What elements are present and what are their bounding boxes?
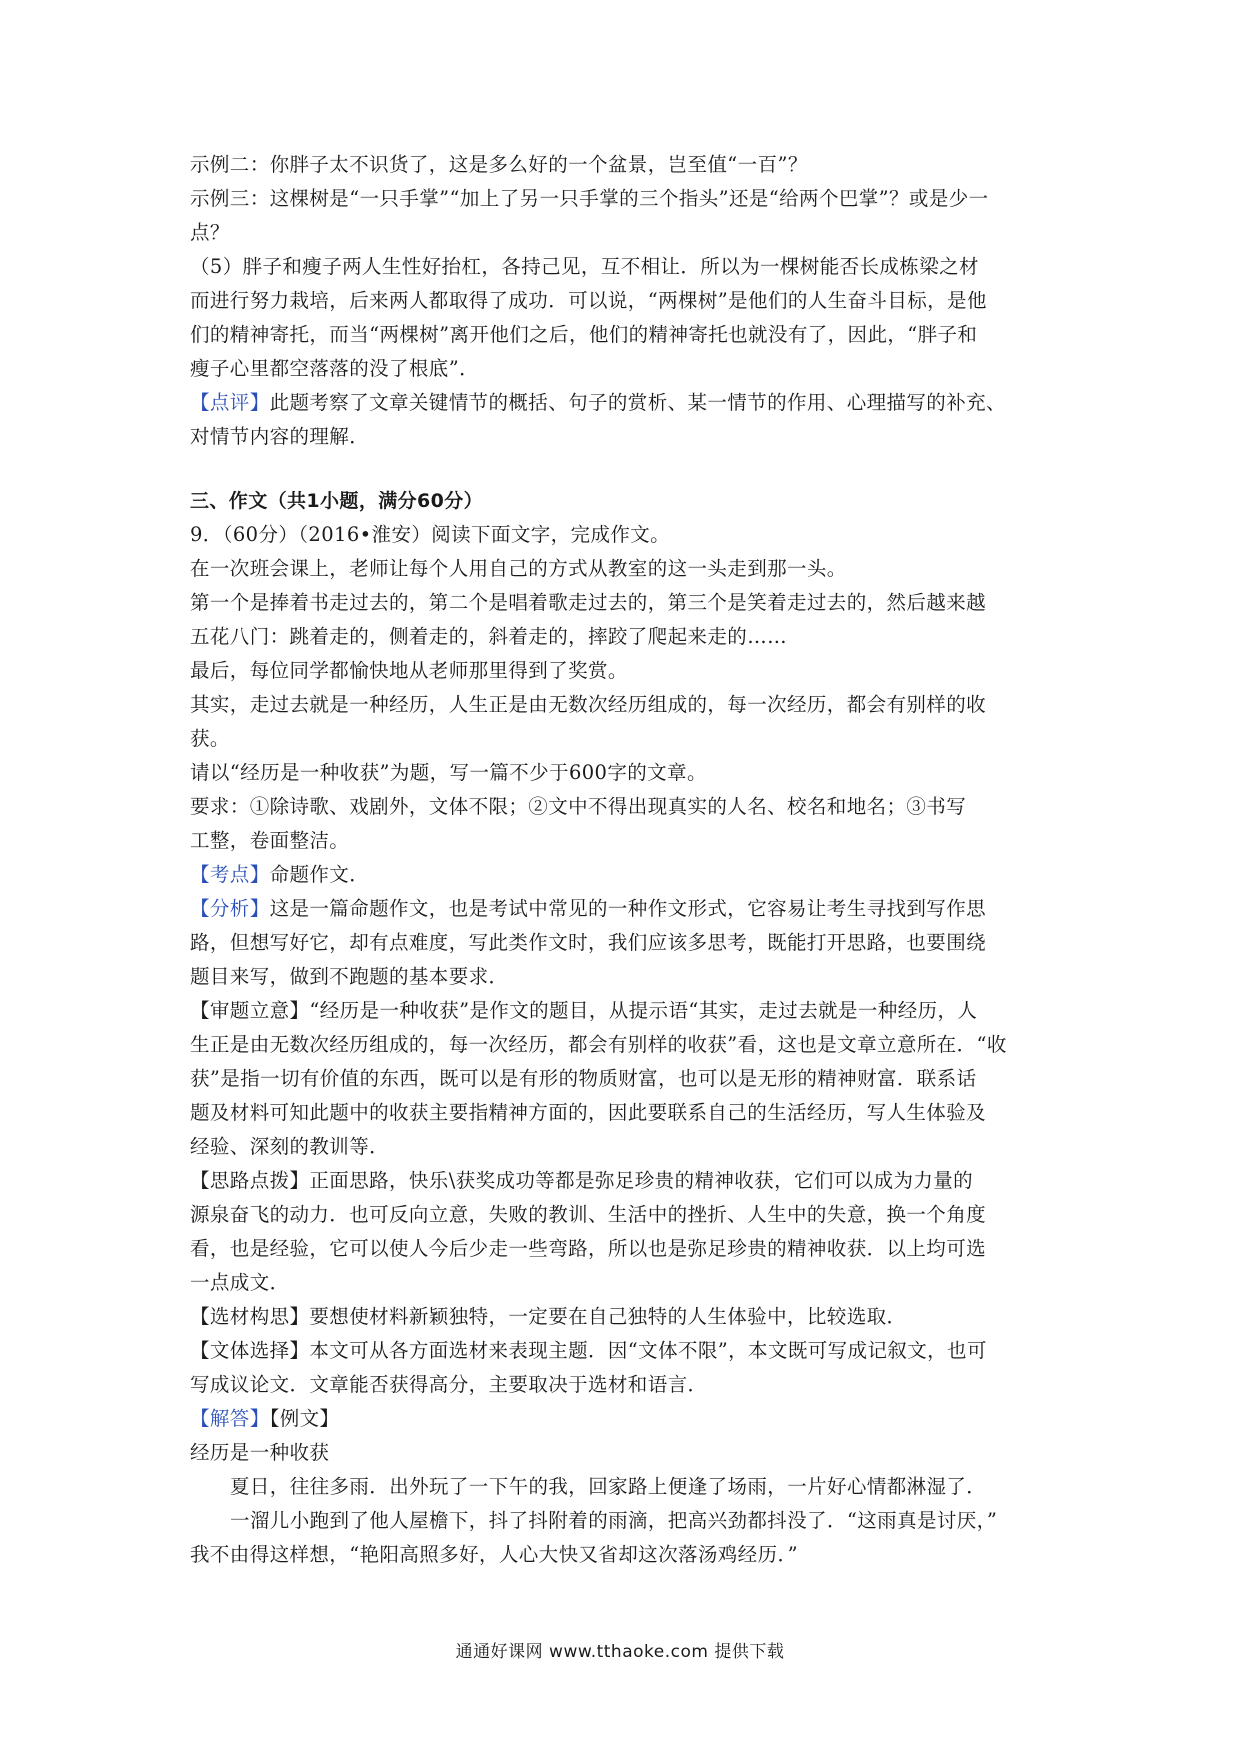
silu-line: 源泉奋飞的动力．也可反向立意，失败的教训、生活中的挫折、人生中的失意，换一个角度 <box>190 1203 987 1226</box>
essay-paragraph-cont: 我不由得这样想，“艳阳高照多好，人心大快又省却这次落汤鸡经历．” <box>190 1543 798 1566</box>
jieda-label: 【解答】 <box>190 1407 270 1430</box>
silu-line: 【思路点拨】正面思路，快乐\获奖成功等都是弥足珍贵的精神收获，它们可以成为力量的 <box>190 1169 974 1192</box>
essay-title: 经历是一种收获 <box>190 1441 330 1464</box>
kaodian-line <box>190 858 1070 892</box>
comment-line2: 对情节内容的理解． <box>190 425 370 448</box>
example-two: 示例二：你胖子太不识货了，这是多么好的一个盆景，岂至值“一百”？ <box>190 153 808 176</box>
fenxi-line2: 路，但想写好它，却有点难度，写此类作文时，我们应该多思考，既能打开思路，也要围绕 <box>190 931 987 954</box>
material-line: 在一次班会课上，老师让每个人用自己的方式从教室的这一头走到那一头。 <box>190 557 847 580</box>
fenxi-text: 这是一篇命题作文，也是考试中常见的一种作文形式，它容易让考生寻找到写作思 <box>269 897 987 920</box>
essay-paragraph: 一溜儿小跑到了他人屋檐下，抖了抖附着的雨滴，把高兴劲都抖没了．“这雨真是讨厌，” <box>230 1509 998 1532</box>
wenti-line: 写成议论文．文章能否获得高分，主要取决于选材和语言． <box>190 1373 708 1396</box>
silu-line: 一点成文． <box>190 1271 290 1294</box>
footer-source: 通通好课网 www.tthaoke.com 提供下载 <box>455 1642 785 1662</box>
kaodian-label: 【考点】 <box>190 863 270 886</box>
question-9: 9．（60分）（2016•淮安）阅读下面文字，完成作文。 <box>190 523 671 546</box>
comment-text: 此题考察了文章关键情节的概括、句子的赏析、某一情节的作用、心理描写的补充、 <box>269 391 1006 414</box>
prompt-line: 请以“经历是一种收获”为题，写一篇不少于600字的文章。 <box>190 761 707 784</box>
requirement-line: 工整，卷面整洁。 <box>190 829 350 852</box>
section-heading: 三、作文（共1小题，满分60分） <box>190 490 484 512</box>
item5-line1: （5）胖子和瘦子两人生性好抬杠，各持己见，互不相让．所以为一棵树能否长成栋梁之材 <box>190 255 979 278</box>
example-three-line1: 示例三：这棵树是“一只手掌”“加上了另一只手掌的三个指头”还是“给两个巴掌”？或是少一 <box>190 187 989 210</box>
item5-line3: 们的精神寄托，而当“两棵树”离开他们之后，他们的精神寄托也就没有了，因此，“胖子和 <box>190 323 978 346</box>
shenti-line: 【审题立意】“经历是一种收获”是作文的题目，从提示语“其实，走过去就是一种经历，人 <box>190 999 978 1022</box>
essay-paragraph: 夏日，往往多雨．出外玩了一下午的我，回家路上便逢了场雨，一片好心情都淋湿了． <box>230 1475 987 1498</box>
shenti-line: 题及材料可知此题中的收获主要指精神方面的，因此要联系自己的生活经历，写人生体验及 <box>190 1101 987 1124</box>
liwen-label: 【例文】 <box>269 1407 340 1430</box>
kaodian-text: 命题作文． <box>269 863 370 886</box>
silu-line: 看，也是经验，它可以使人今后少走一些弯路，所以也是弥足珍贵的精神收获．以上均可选 <box>190 1237 987 1260</box>
material-line: 第一个是捧着书走过去的，第二个是唱着歌走过去的，第三个是笑着走过去的，然后越来越 <box>190 591 987 614</box>
comment-line1 <box>190 386 1070 420</box>
material-line: 其实，走过去就是一种经历，人生正是由无数次经历组成的，每一次经历，都会有别样的收 <box>190 693 987 716</box>
material-line: 获。 <box>190 727 230 750</box>
shenti-line: 经验、深刻的教训等． <box>190 1135 390 1158</box>
document-body <box>190 148 1070 1572</box>
material-line: 最后，每位同学都愉快地从老师那里得到了奖赏。 <box>190 659 628 682</box>
wenti-line: 【文体选择】本文可从各方面选材来表现主题．因“文体不限”，本文既可写成记叙文，也可 <box>190 1339 987 1362</box>
item5-line2: 而进行努力栽培，后来两人都取得了成功．可以说，“两棵树”是他们的人生奋斗目标，是他 <box>190 289 987 312</box>
fenxi-label: 【分析】 <box>190 897 270 920</box>
requirement-line: 要求：①除诗歌、戏剧外，文体不限；②文中不得出现真实的人名、校名和地名；③书写 <box>190 795 967 818</box>
shenti-line: 获”是指一切有价值的东西，既可以是有形的物质财富，也可以是无形的精神财富．联系话 <box>190 1067 977 1090</box>
fenxi-line3: 题目来写，做到不跑题的基本要求． <box>190 965 509 988</box>
material-line: 五花八门：跳着走的，侧着走的，斜着走的，摔跤了爬起来走的…… <box>190 625 788 648</box>
shenti-line: 生正是由无数次经历组成的，每一次经历，都会有别样的收获”看，这也是文章立意所在．“收 <box>190 1033 1007 1056</box>
fenxi-line1 <box>190 892 1070 926</box>
item5-line4: 瘦子心里都空落落的没了根底”． <box>190 357 479 380</box>
jieda-line <box>190 1402 1070 1436</box>
example-three-line2: 点？ <box>190 221 230 244</box>
xuancai-line: 【选材构思】要想使材料新颖独特，一定要在自己独特的人生体验中，比较选取． <box>190 1305 907 1328</box>
comment-label: 【点评】 <box>190 391 270 414</box>
